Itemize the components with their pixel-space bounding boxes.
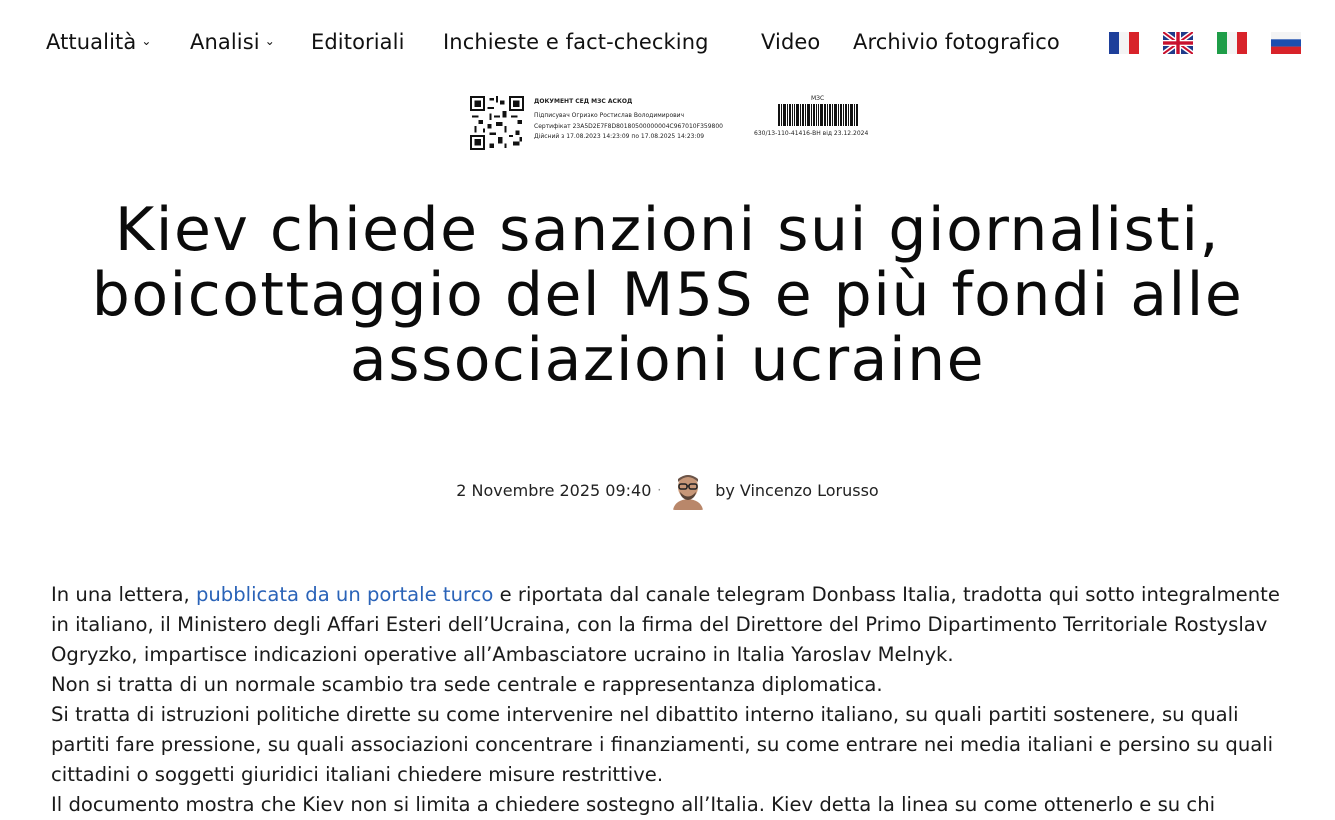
nav-label: Analisi [190, 30, 260, 54]
article-paragraph: Non si tratta di un normale scambio tra sede centrale e rappresentanza diplomatica. [51, 673, 883, 696]
flag-uk-icon[interactable] [1163, 32, 1193, 54]
nav-label: Archivio fotografico [853, 30, 1060, 54]
nav-label: Attualità [46, 30, 137, 54]
doc-certificate: Сертифікат 23A5D2E7F8D80180500000004C967010F359800 [534, 123, 723, 130]
article-paragraph: Si tratta di istruzioni politiche dirette su come intervenire nel dibattito interno italiano, su quali partiti sostenere, su quali partiti fare pressione, su quali associazioni concentrare i finanziamenti, su come entrare nei media italiani e persino su quali cittadini o soggetti giuridici italiani chiedere misure restrittive. [51, 703, 1274, 786]
flag-france-icon[interactable] [1109, 32, 1139, 54]
barcode-icon [778, 104, 858, 126]
article-meta [0, 468, 1335, 512]
source-link[interactable]: pubblicata da un portale turco [195, 583, 494, 606]
paragraph-text: In una lettera, [51, 583, 196, 606]
paragraph-text: e riportata dal canale telegram Donbass Italia, tradotta qui sotto integralmente in italiano, il Ministero degli Affari Esteri dell’Ucraina, con la firma del Direttore del Primo Dipartimento Territoriale Rostyslav Ogryzko, impartisce indicazioni operative all’Ambasciatore ucraino in Italia Yaroslav Melnyk. [51, 583, 1280, 666]
doc-signer: Підписувач Огризко Ростислав Володимирович [534, 112, 685, 119]
meta-separator: · [657, 483, 662, 497]
nav-label: Inchieste e fact-checking [443, 30, 709, 54]
nav-label: Video [761, 30, 821, 54]
nav-item-archivio[interactable] [853, 30, 1060, 54]
article-body [51, 580, 1291, 820]
nav-item-editoriali[interactable] [311, 30, 405, 54]
flag-russia-icon[interactable] [1271, 32, 1301, 54]
by-label: by [715, 480, 735, 500]
chevron-down-icon: ⌄ [141, 34, 152, 48]
nav-item-analisi[interactable] [190, 30, 275, 54]
nav-item-inchieste[interactable] [443, 30, 709, 54]
main-navigation [0, 0, 1335, 86]
featured-document-image [466, 92, 886, 156]
doc-org: МЗС [811, 95, 825, 102]
author-link[interactable]: Vincenzo Lorusso [739, 480, 879, 500]
flag-italy-icon[interactable] [1217, 32, 1247, 54]
publish-date: 2 Novembre 2025 09:40 [456, 480, 652, 500]
doc-validity: Дійсний з 17.08.2023 14:23:09 по 17.08.2025 14:23:09 [534, 133, 705, 140]
nav-item-attualita[interactable] [46, 30, 151, 54]
author-avatar[interactable] [671, 470, 705, 510]
doc-reg-number: 630/13-110-41416-ВН від 23.12.2024 [754, 130, 869, 137]
nav-label: Editoriali [311, 30, 405, 54]
qr-code-icon [470, 96, 524, 150]
nav-item-video[interactable] [761, 30, 820, 54]
chevron-down-icon: ⌄ [264, 34, 275, 48]
doc-header: ДОКУМЕНТ СЕД МЗС АСКОД [534, 98, 633, 105]
article-paragraph: Il documento mostra che Kiev non si limita a chiedere sostegno all’Italia. Kiev detta la linea su come ottenerlo e su chi [51, 793, 1216, 816]
article-paragraph [51, 580, 1291, 670]
article-title: Kiev chiede sanzioni sui giornalisti, boicottaggio del M5S e più fondi alle associazioni ucraine [91, 195, 1244, 395]
